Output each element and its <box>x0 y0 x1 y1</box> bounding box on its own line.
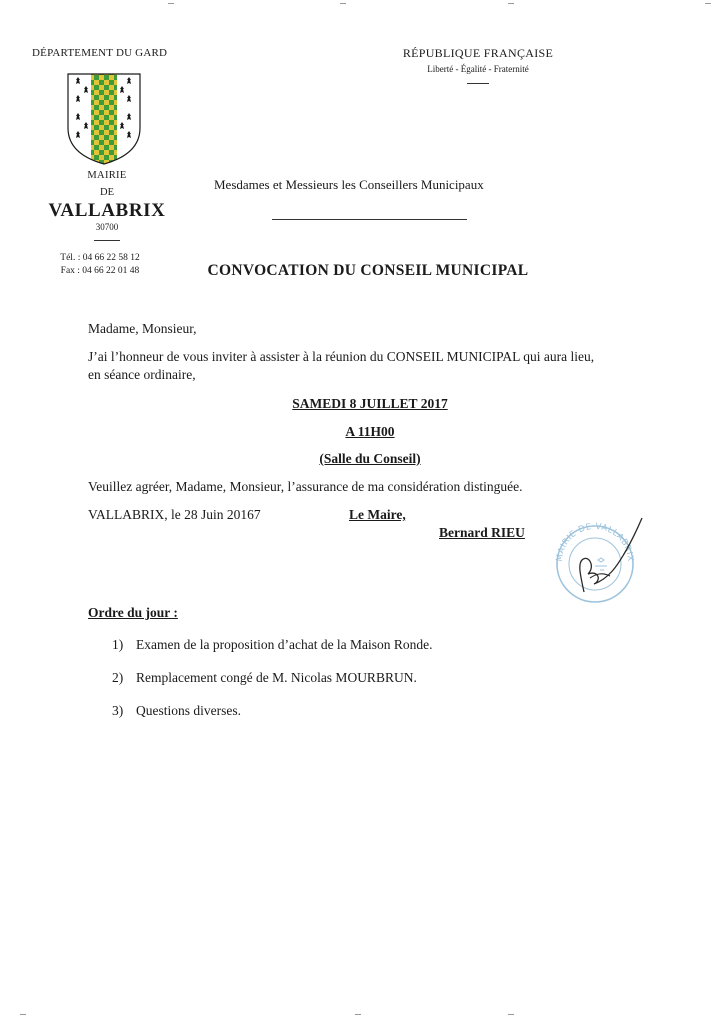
agenda-title: Ordre du jour : <box>88 605 178 620</box>
divider <box>467 83 489 84</box>
official-stamp-icon <box>540 514 650 609</box>
document-title: CONVOCATION DU CONSEIL MUNICIPAL <box>207 262 529 279</box>
scan-mark <box>20 1014 26 1015</box>
postcode: 30700 <box>95 222 119 232</box>
agenda-list <box>112 637 632 736</box>
meeting-location: (Salle du Conseil) <box>319 451 421 466</box>
svg-text:MAIRIE DE VALLABRIX: MAIRIE DE VALLABRIX <box>554 521 636 563</box>
agenda-item-number: 3) <box>112 703 124 718</box>
recipients-line: Mesdames et Messieurs les Conseillers Municipaux <box>214 177 484 192</box>
agenda-item-text: Examen de la proposition d’achat de la Maison Ronde. <box>136 637 433 652</box>
scan-mark <box>508 3 514 4</box>
republic-header <box>378 46 578 84</box>
agenda-item-number: 2) <box>112 670 124 685</box>
town-name: VALLABRIX <box>48 200 166 221</box>
agenda-item <box>112 637 632 670</box>
scan-mark <box>340 3 346 4</box>
salutation: Madame, Monsieur, <box>88 321 197 336</box>
scan-mark <box>508 1014 514 1015</box>
meeting-date: SAMEDI 8 JUILLET 2017 <box>292 396 448 411</box>
agenda-item <box>112 703 632 736</box>
department-label: DÉPARTEMENT DU GARD <box>32 47 168 59</box>
agenda-item-number: 1) <box>112 637 124 652</box>
mairie-label: MAIRIE <box>87 170 127 181</box>
contact-block <box>20 252 180 278</box>
mairie-de-label: DE <box>100 187 114 198</box>
closing-formula: Veuillez agréer, Madame, Monsieur, l’assurance de ma considération distinguée. <box>88 479 523 494</box>
republic-motto: Liberté - Égalité - Fraternité <box>427 64 529 74</box>
agenda-item-text: Remplacement congé de M. Nicolas MOURBRUN. <box>136 670 417 685</box>
intro-line: J’ai l’honneur de vous inviter à assister à la réunion du CONSEIL MUNICIPAL qui aura lieu, <box>88 349 595 364</box>
meeting-time: A 11H00 <box>345 424 395 439</box>
republic-title: RÉPUBLIQUE FRANÇAISE <box>402 46 554 60</box>
intro-line: en séance ordinaire, <box>88 367 196 382</box>
divider <box>94 240 120 241</box>
scan-mark <box>168 3 174 4</box>
recipient-underline <box>272 219 467 220</box>
coat-of-arms-icon <box>64 70 144 166</box>
mairie-block <box>32 170 182 241</box>
scan-mark <box>705 3 711 4</box>
signatory-title: Le Maire, <box>349 507 406 522</box>
signatory-name: Bernard RIEU <box>439 525 525 540</box>
fax-number: Fax : 04 66 22 01 48 <box>60 266 140 276</box>
agenda-item-text: Questions diverses. <box>136 703 241 718</box>
agenda-item <box>112 670 632 703</box>
scan-mark <box>355 1014 361 1015</box>
place-and-date: VALLABRIX, le 28 Juin 20167 <box>88 507 261 522</box>
phone-number: Tél. : 04 66 22 58 12 <box>60 253 140 263</box>
